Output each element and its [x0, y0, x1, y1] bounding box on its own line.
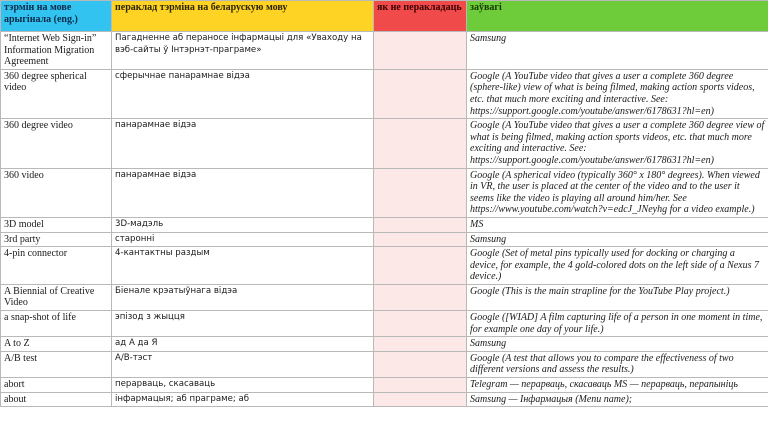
- term-cell[interactable]: A/B test: [1, 351, 112, 377]
- term-cell[interactable]: A Biennial of Creative Video: [1, 284, 112, 310]
- term-cell[interactable]: abort: [1, 378, 112, 393]
- avoid-cell[interactable]: [374, 168, 467, 217]
- term-cell[interactable]: “Internet Web Sign-in” Information Migration Agreement: [1, 32, 112, 70]
- table-row: [1, 378, 768, 393]
- table-row: [1, 69, 768, 118]
- term-cell[interactable]: 360 video: [1, 168, 112, 217]
- term-cell[interactable]: A to Z: [1, 337, 112, 352]
- translation-cell[interactable]: інфармацыя; аб праграме; аб: [112, 392, 374, 407]
- avoid-cell[interactable]: [374, 32, 467, 70]
- avoid-cell[interactable]: [374, 69, 467, 118]
- translation-cell[interactable]: A/B-тэст: [112, 351, 374, 377]
- translation-cell[interactable]: эпізод з жыцця: [112, 311, 374, 337]
- avoid-cell[interactable]: [374, 119, 467, 168]
- translation-cell[interactable]: сферычнае панарамнае відэа: [112, 69, 374, 118]
- table-row: [1, 32, 768, 70]
- table-row: [1, 311, 768, 337]
- term-cell[interactable]: about: [1, 392, 112, 407]
- term-cell[interactable]: 360 degree spherical video: [1, 69, 112, 118]
- avoid-cell[interactable]: [374, 311, 467, 337]
- notes-cell[interactable]: Google (A YouTube video that gives a user a complete 360 degree view of what is being filmed, making action sports videos, etc. that much more exciting and interactive. See: https://support.google.com/youtube/answer/6178631?hl=en): [467, 119, 768, 168]
- notes-cell[interactable]: Samsung: [467, 32, 768, 70]
- notes-cell[interactable]: Google ([WIAD] A film capturing life of a person in one moment in time, for example one day of your life.): [467, 311, 768, 337]
- header-row: [1, 1, 768, 32]
- avoid-cell[interactable]: [374, 378, 467, 393]
- translation-cell[interactable]: панарамнае відэа: [112, 168, 374, 217]
- translation-cell[interactable]: Пагадненне аб пераносе інфармацыі для «Уваходу на вэб-сайты ў Інтэрнэт-праграме»: [112, 32, 374, 70]
- table-row: [1, 247, 768, 285]
- translation-cell[interactable]: 4-кантактны раздым: [112, 247, 374, 285]
- notes-cell[interactable]: Google (A YouTube video that gives a user a complete 360 degree (sphere-like) view of what is being filmed, making action sports videos, etc. that much more exciting and interactive. See: https://support.google.com/youtube/answer/6178631?hl=en): [467, 69, 768, 118]
- table-row: [1, 168, 768, 217]
- notes-cell[interactable]: MS: [467, 217, 768, 232]
- notes-cell[interactable]: Telegram — перарваць, скасаваць MS — перарваць, перапыніць: [467, 378, 768, 393]
- notes-cell[interactable]: Samsung — Інфармацыя (Menu name);: [467, 392, 768, 407]
- term-cell[interactable]: 360 degree video: [1, 119, 112, 168]
- avoid-cell[interactable]: [374, 351, 467, 377]
- header-notes[interactable]: заўвагі: [467, 1, 768, 32]
- translation-cell[interactable]: 3D-мадэль: [112, 217, 374, 232]
- table-row: [1, 232, 768, 247]
- term-cell[interactable]: 3D model: [1, 217, 112, 232]
- translation-cell[interactable]: перарваць, скасаваць: [112, 378, 374, 393]
- table-row: [1, 337, 768, 352]
- notes-cell[interactable]: Google (This is the main strapline for the YouTube Play project.): [467, 284, 768, 310]
- table-row: [1, 284, 768, 310]
- term-cell[interactable]: 4-pin connector: [1, 247, 112, 285]
- translation-cell[interactable]: ад А да Я: [112, 337, 374, 352]
- avoid-cell[interactable]: [374, 232, 467, 247]
- table-row: [1, 351, 768, 377]
- notes-cell[interactable]: Google (A spherical video (typically 360° x 180° degrees). When viewed in VR, the user is placed at the center of the video and to the user it seems like the video is playing all around him/her. See https://www.youtube.com/watch?v=edcJ_JNeyhg for a video example.): [467, 168, 768, 217]
- translation-cell[interactable]: панарамнае відэа: [112, 119, 374, 168]
- header-original-term[interactable]: тэрмін на мове арыгінала (eng.): [1, 1, 112, 32]
- notes-cell[interactable]: Samsung: [467, 232, 768, 247]
- header-how-not-to-translate[interactable]: як не перакладаць: [374, 1, 467, 32]
- translation-cell[interactable]: Біенале крэатыўнага відэа: [112, 284, 374, 310]
- avoid-cell[interactable]: [374, 337, 467, 352]
- avoid-cell[interactable]: [374, 392, 467, 407]
- table-row: [1, 217, 768, 232]
- table-row: [1, 119, 768, 168]
- notes-cell[interactable]: Samsung: [467, 337, 768, 352]
- avoid-cell[interactable]: [374, 284, 467, 310]
- notes-cell[interactable]: Google (Set of metal pins typically used for docking or charging a device, for example, the 4 gold-colored dots on the left side of a Nexus 7 device.): [467, 247, 768, 285]
- translation-cell[interactable]: староннi: [112, 232, 374, 247]
- notes-cell[interactable]: Google (A test that allows you to compare the effectiveness of two different versions and assess the results.): [467, 351, 768, 377]
- term-cell[interactable]: a snap-shot of life: [1, 311, 112, 337]
- avoid-cell[interactable]: [374, 247, 467, 285]
- term-cell[interactable]: 3rd party: [1, 232, 112, 247]
- header-belarusian-translation[interactable]: пераклад тэрміна на беларускую мову: [112, 1, 374, 32]
- avoid-cell[interactable]: [374, 217, 467, 232]
- table-row: [1, 392, 768, 407]
